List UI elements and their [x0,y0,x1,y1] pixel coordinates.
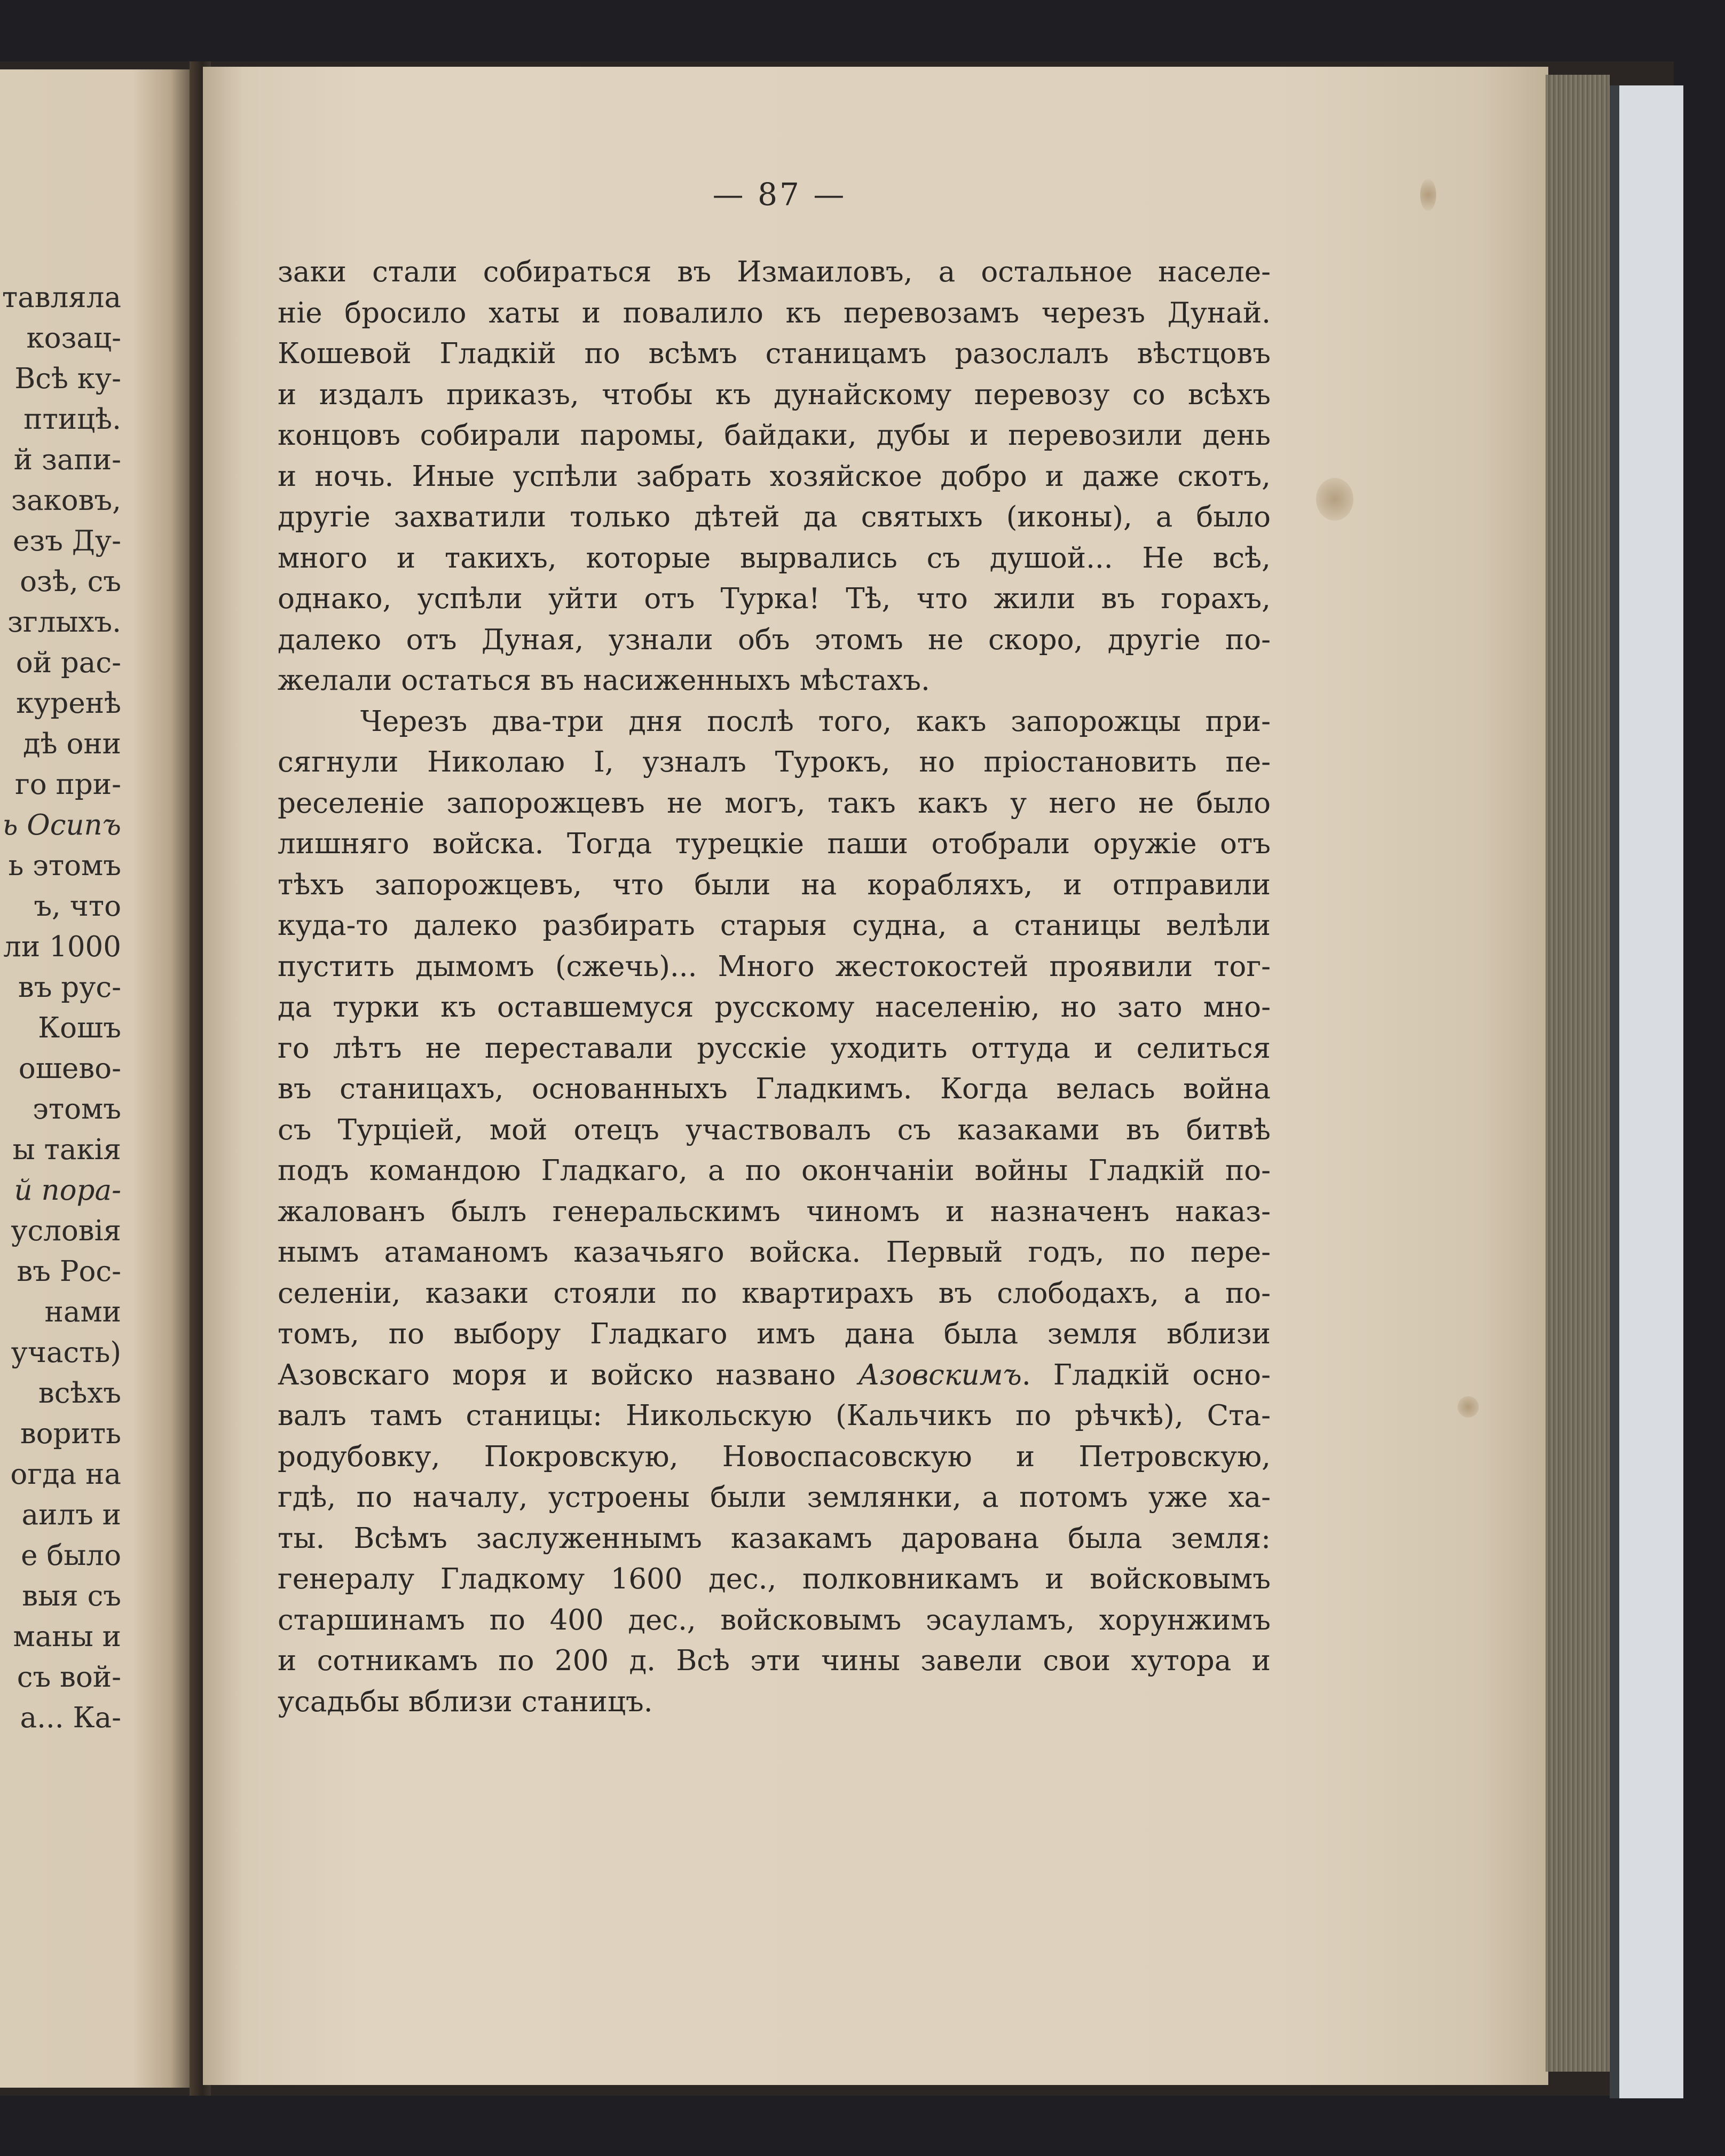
text-line: томъ, по выбору Гладкаго имъ дана была земля вблизи [278,1318,1271,1350]
text-line: пустить дымомъ (сжечь)... Много жестокостей проявили тог- [278,950,1271,983]
text-line: ты. Всѣмъ заслуженнымъ казакамъ дарована была земля: [278,1522,1271,1555]
text-line: гдѣ, по началу, устроены были землянки, а потомъ уже ха- [278,1481,1271,1514]
text-line: тѣхъ запорожцевъ, что были на корабляхъ, и отправили [278,868,1271,901]
left-line: ворить [20,1418,121,1450]
text-line: усадьбы вблизи станицъ. [278,1685,653,1718]
left-line: куренѣ [16,687,121,720]
left-line: озѣ, съ [20,565,121,598]
text-line [278,1355,1271,1396]
left-page-text [0,278,121,1738]
text-line: нымъ атаманомъ казачьяго войска. Первый годъ, по пере- [278,1236,1271,1269]
left-line: козац- [26,322,121,355]
left-line: Кошъ [38,1012,121,1044]
text-line: родубовку, Покровскую, Новоспасовскую и Петровскую, [278,1440,1271,1473]
left-line: съ вой- [17,1661,121,1694]
text-segment: . Гладкій осно- [1021,1358,1271,1391]
left-line: го при- [14,768,121,801]
text-line: селеніи, казаки стояли по квартирахъ въ слободахъ, а по- [278,1277,1271,1310]
left-line: ь Осипъ [2,809,121,841]
left-line: выя съ [22,1580,121,1612]
text-line: лишняго войска. Тогда турецкіе паши отобрали оружіе отъ [278,828,1271,860]
text-line: много и такихъ, которые вырвались съ душой... Не всѣ, [278,541,1271,575]
left-line: въ рус- [18,971,121,1004]
text-line: подъ командою Гладкаго, а по окончаніи войны Гладкій по- [278,1154,1271,1187]
left-line: нами [44,1296,121,1328]
paper-stain [1420,179,1436,211]
text-line: да турки къ оставшемуся русскому населенію, но зато мно- [278,991,1271,1024]
text-line: въ станицахъ, основанныхъ Гладкимъ. Когда велась война [278,1073,1271,1105]
page-number: — 87 — [712,176,847,213]
text-line: жалованъ былъ генеральскимъ чиномъ и назначенъ наказ- [278,1195,1271,1228]
left-line: аилъ и [21,1499,121,1531]
left-line: езъ Ду- [12,525,121,557]
left-line: въ Рос- [17,1255,121,1288]
text-line: старшинамъ по 400 дес., войсковымъ эсауламъ, хорунжимъ [278,1603,1271,1636]
paper-stain [1316,478,1353,521]
text-line: желали остаться въ насиженныхъ мѣстахъ. [278,664,930,697]
text-line: ніе бросило хаты и повалило къ перевозамъ черезъ Дунай. [278,296,1271,329]
text-line: генералу Гладкому 1600 дес., полковникамъ и войсковымъ [278,1563,1271,1595]
left-line: огда на [10,1458,121,1491]
left-line: тавляла [2,281,121,314]
left-line: й пора- [14,1174,121,1207]
text-line: и издалъ приказъ, чтобы къ дунайскому перевозу со всѣхъ [278,378,1271,411]
italic-term: Азовскимъ [858,1358,1022,1391]
text-line: и ночь. Иные успѣли забрать хозяйское добро и даже скотъ, [278,460,1271,493]
left-line: ошево- [18,1052,121,1085]
left-line: ли 1000 [3,931,121,963]
left-line: этомъ [33,1093,121,1126]
text-line: заки стали собираться въ Измаиловъ, а остальное населе- [278,256,1271,288]
text-line: валъ тамъ станицы: Никольскую (Кальчикъ по рѣчкѣ), Ста- [278,1399,1271,1432]
text-line: однако, успѣли уйти отъ Турка! Тѣ, что жили въ горахъ, [278,583,1271,615]
text-line: сягнули Николаю I, узналъ Турокъ, но пріостановить пе- [278,746,1271,778]
left-line: птицѣ. [23,403,121,436]
left-line: дѣ они [23,728,121,760]
text-segment: Азовскаго моря и войско названо [278,1358,858,1391]
paper-stain [1458,1396,1479,1418]
left-line: всѣхъ [38,1377,121,1410]
left-line: е было [21,1539,121,1572]
left-line: заковъ, [11,484,121,517]
left-line: маны и [13,1620,121,1653]
left-line: зглыхъ. [7,606,121,639]
text-line: съ Турціей, мой отецъ участвовалъ съ казаками въ битвѣ [278,1113,1271,1146]
text-line: го лѣтъ не переставали русскіе уходить оттуда и селиться [278,1032,1271,1065]
text-line: и сотникамъ по 200 д. Всѣ эти чины завели свои хутора и [278,1644,1271,1677]
left-page [0,69,190,2088]
text-line: далеко отъ Дуная, узнали объ этомъ не скоро, другіе по- [278,623,1271,656]
left-line: ой рас- [15,647,121,679]
text-line: другіе захватили только дѣтей да святыхъ (иконы), а было [278,501,1271,533]
left-line: участь) [11,1336,121,1369]
left-line: ъ, что [34,890,121,923]
left-line: й запи- [13,444,121,476]
left-line: ы такія [12,1134,121,1166]
left-line: ь этомъ [8,849,121,882]
book-cover-edge [1610,85,1683,2098]
left-line: Всѣ ку- [14,363,121,395]
page-fore-edge [1546,75,1610,2072]
text-line: реселеніе запорожцевъ не могъ, такъ какъ у него не было [278,786,1271,820]
left-line: а... Ка- [20,1702,121,1734]
page-body-text [278,252,1271,1722]
text-line: концовъ собирали паромы, байдаки, дубы и перевозили день [278,419,1271,452]
text-line: куда-то далеко разбирать старыя судна, а станицы велѣли [278,909,1271,942]
text-line: Черезъ два-три дня послѣ того, какъ запорожцы при- [360,705,1271,738]
text-line: Кошевой Гладкій по всѣмъ станицамъ разослалъ вѣстцовъ [278,337,1271,370]
left-line: условія [11,1215,121,1247]
